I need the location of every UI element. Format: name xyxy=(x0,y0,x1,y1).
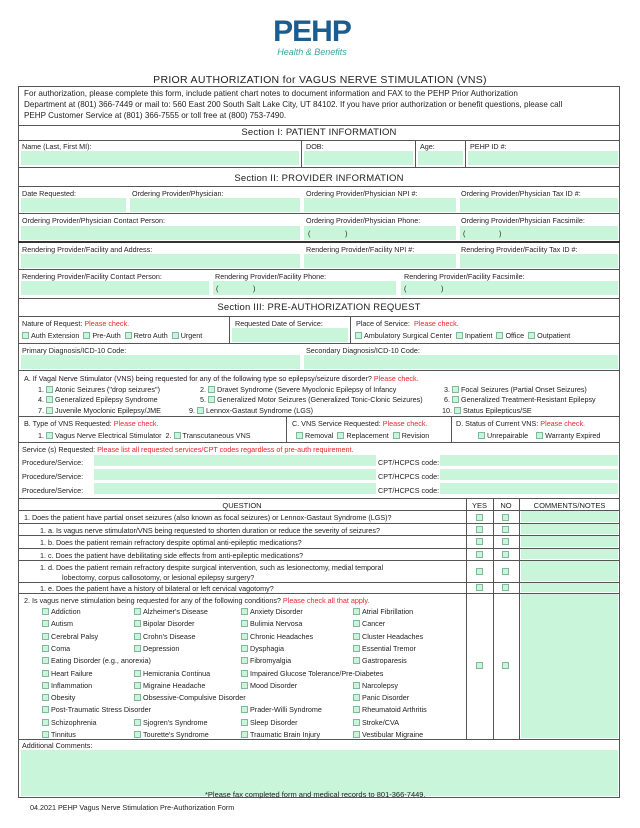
rendering-contact-field[interactable] xyxy=(21,281,209,295)
urgent-checkbox[interactable] xyxy=(172,332,179,339)
condition-checkbox[interactable] xyxy=(353,620,360,627)
condition-item: Stroke/CVA xyxy=(353,718,399,727)
epilepsy-checkbox[interactable] xyxy=(208,386,215,393)
paren: ) xyxy=(499,229,502,238)
paren: ) xyxy=(253,284,256,293)
rendering-address-field[interactable] xyxy=(21,254,300,268)
epilepsy-checkbox[interactable] xyxy=(452,386,459,393)
condition-checkbox[interactable] xyxy=(353,731,360,738)
condition-item: Anxiety Disorder xyxy=(241,607,303,616)
epilepsy-checkbox[interactable] xyxy=(197,407,204,414)
condition-item: Crohn's Disease xyxy=(134,632,196,641)
no-header: NO xyxy=(500,501,512,510)
condition-item: Sjogren's Syndrome xyxy=(134,718,208,727)
cpt-label: CPT/HCPCS code: xyxy=(378,458,440,467)
condition-checkbox[interactable] xyxy=(241,682,248,689)
condition-checkbox[interactable] xyxy=(241,731,248,738)
condition-item: Schizophrenia xyxy=(42,718,97,727)
q1a-comment[interactable] xyxy=(521,524,618,534)
cpt-field-1[interactable] xyxy=(440,455,618,466)
paren: ( xyxy=(404,284,407,293)
section-1-title: Section I: PATIENT INFORMATION xyxy=(241,127,397,138)
requested-date-label: Requested Date of Service: xyxy=(235,319,323,328)
epilepsy-checkbox[interactable] xyxy=(208,396,215,403)
q1-comment[interactable] xyxy=(521,511,618,522)
condition-item: Panic Disorder xyxy=(353,693,409,702)
section-2-title: Section II: PROVIDER INFORMATION xyxy=(234,173,404,184)
procedure-label: Procedure/Service: xyxy=(22,472,84,481)
epilepsy-checkbox[interactable] xyxy=(454,407,461,414)
condition-checkbox[interactable] xyxy=(42,731,49,738)
q1-yes[interactable] xyxy=(476,514,483,521)
paren: ( xyxy=(308,229,311,238)
q2-yes[interactable] xyxy=(476,662,483,669)
ordering-npi-label: Ordering Provider/Physician NPI #: xyxy=(306,189,418,198)
epilepsy-item: 10. Status Epilepticus/SE xyxy=(442,406,532,415)
pehp-id-label: PEHP ID #: xyxy=(470,142,507,151)
condition-item: Eating Disorder (e.g., anorexia) xyxy=(42,656,151,665)
removal-checkbox[interactable] xyxy=(296,432,303,439)
condition-item: Atrial Fibrillation xyxy=(353,607,413,616)
condition-item: Mood Disorder xyxy=(241,681,297,690)
pre-auth-checkbox[interactable] xyxy=(83,332,90,339)
ordering-tax-label: Ordering Provider/Physician Tax ID #: xyxy=(461,189,581,198)
epilepsy-item: 5. Generalized Motor Seizures (Generalized Tonic-Clonic Seizures) xyxy=(200,395,423,404)
condition-checkbox[interactable] xyxy=(241,645,248,652)
procedure-label: Procedure/Service: xyxy=(22,486,84,495)
b-label: B. Type of VNS Requested: Please check. xyxy=(24,419,159,428)
condition-checkbox[interactable] xyxy=(241,657,248,664)
condition-item: Traumatic Brain Injury xyxy=(241,730,320,739)
question-2: 2. Is vagus nerve stimulation being requested for any of the following conditions? Please check all that apply. xyxy=(24,596,370,605)
ordering-fax-label: Ordering Provider/Physician Facsimile: xyxy=(461,216,585,225)
asc-checkbox[interactable] xyxy=(355,332,362,339)
q1d-yes[interactable] xyxy=(476,568,483,575)
question-1d: 1. d. Does the patient remain refractory despite surgical intervention, such as lesionectomy, medial temporal xyxy=(40,563,384,572)
question-1c: 1. c. Does the patient have debilitating side effects from anti-epileptic medications? xyxy=(40,551,304,560)
condition-checkbox[interactable] xyxy=(42,657,49,664)
condition-item: Hemicrania Continua xyxy=(134,669,210,678)
dob-field[interactable] xyxy=(304,151,413,165)
primary-dx-field[interactable] xyxy=(21,355,300,369)
cpt-label: CPT/HCPCS code: xyxy=(378,486,440,495)
condition-checkbox[interactable] xyxy=(353,633,360,640)
condition-item: Depression xyxy=(134,644,179,653)
q1-no[interactable] xyxy=(502,514,509,521)
condition-item: Essential Tremor xyxy=(353,644,416,653)
paren: ( xyxy=(463,229,466,238)
condition-item: Bipolar Disorder xyxy=(134,619,195,628)
retro-auth-checkbox[interactable] xyxy=(125,332,132,339)
paren: ( xyxy=(216,284,219,293)
rendering-contact-label: Rendering Provider/Facility Contact Person: xyxy=(22,272,162,281)
requested-date-field[interactable] xyxy=(232,328,348,342)
condition-item: Narcolepsy xyxy=(353,681,398,690)
epilepsy-checkbox[interactable] xyxy=(46,396,53,403)
condition-item: Rheumatoid Arthritis xyxy=(353,705,427,714)
nature-label: Nature of Request: Please check. xyxy=(22,319,130,328)
condition-item: Autism xyxy=(42,619,73,628)
condition-checkbox[interactable] xyxy=(134,670,141,677)
condition-checkbox[interactable] xyxy=(42,633,49,640)
inpatient-checkbox[interactable] xyxy=(456,332,463,339)
q1b-no[interactable] xyxy=(502,538,509,545)
form-id: 04.2021 PEHP Vagus Nerve Stimulation Pre-Authorization Form xyxy=(30,803,235,812)
ordering-contact-label: Ordering Provider/Physician Contact Person: xyxy=(22,216,166,225)
name-field[interactable] xyxy=(21,151,299,165)
condition-checkbox[interactable] xyxy=(353,719,360,726)
b-options: 1. Vagus Nerve Electrical Stimulator 2. Transcutaneous VNS xyxy=(38,431,251,440)
additional-comments-label: Additional Comments: xyxy=(22,741,93,750)
paren: ) xyxy=(441,284,444,293)
condition-item: Dysphagia xyxy=(241,644,284,653)
date-requested-label: Date Requested: xyxy=(22,189,76,198)
condition-checkbox[interactable] xyxy=(241,670,248,677)
d-label: D. Status of Current VNS: Please check. xyxy=(456,419,586,428)
date-requested-field[interactable] xyxy=(21,198,126,212)
condition-checkbox[interactable] xyxy=(241,633,248,640)
epilepsy-item: 9. Lennox-Gastaut Syndrome (LGS) xyxy=(189,406,314,415)
secondary-dx-field[interactable] xyxy=(304,355,618,369)
epilepsy-item: 7. Juvenile Myoclonic Epilepsy/JME xyxy=(38,406,161,415)
services-label: Service (s) Requested: Please list all requested services/CPT codes regardless of pre-auth requirement. xyxy=(22,445,354,454)
condition-checkbox[interactable] xyxy=(42,670,49,677)
q1a-no[interactable] xyxy=(502,526,509,533)
epilepsy-checkbox[interactable] xyxy=(46,386,53,393)
ordering-provider-field[interactable] xyxy=(130,198,300,212)
auth-extension-checkbox[interactable] xyxy=(22,332,29,339)
q1c-yes[interactable] xyxy=(476,551,483,558)
intro-line-3: PEHP Customer Service at (801) 366-7555 or toll free at (800) 753-7490. xyxy=(24,111,287,120)
dob-label: DOB: xyxy=(306,142,324,151)
condition-checkbox[interactable] xyxy=(134,719,141,726)
question-a: A. If Vagal Nerve Stimulator (VNS) being requested for any of the following type so epilepsy/seizure disorder? Please check. xyxy=(24,374,419,383)
replacement-checkbox[interactable] xyxy=(337,432,344,439)
condition-checkbox[interactable] xyxy=(42,645,49,652)
question-1d-cont: lobectomy, corpus callosotomy, or lesional epilepsy surgery? xyxy=(62,573,255,582)
q1e-comment[interactable] xyxy=(521,583,618,592)
comments-header: COMMENTS/NOTES xyxy=(533,501,606,510)
condition-checkbox[interactable] xyxy=(353,706,360,713)
condition-checkbox[interactable] xyxy=(134,645,141,652)
epilepsy-item: 6. Generalized Treatment-Resistant Epilepsy xyxy=(444,395,596,404)
nature-options: Auth Extension Pre-Auth Retro Auth Urgent xyxy=(22,331,202,340)
intro-line-2: Department at (801) 366-7449 or mail to: 560 East 200 South Salt Lake City, UT 84102. If you have prior authorization or benefit questions, please call xyxy=(24,100,563,109)
form-title: PRIOR AUTHORIZATION for VAGUS NERVE STIMULATION (VNS) xyxy=(153,74,487,86)
question-1b: 1. b. Does the patient remain refractory despite optimal anti-epileptic medications? xyxy=(40,538,302,547)
paren: ) xyxy=(345,229,348,238)
cpt-field-2[interactable] xyxy=(440,469,618,480)
ordering-phone-label: Ordering Provider/Physician Phone: xyxy=(306,216,421,225)
cpt-label: CPT/HCPCS code: xyxy=(378,472,440,481)
condition-checkbox[interactable] xyxy=(134,694,141,701)
ordering-provider-label: Ordering Provider/Physician: xyxy=(132,189,224,198)
q1e-no[interactable] xyxy=(502,584,509,591)
condition-checkbox[interactable] xyxy=(241,706,248,713)
q2-no[interactable] xyxy=(502,662,509,669)
place-label: Place of Service: Please check. xyxy=(356,319,459,328)
rendering-fax-field[interactable] xyxy=(401,281,618,295)
epilepsy-checkbox[interactable] xyxy=(46,407,53,414)
condition-checkbox[interactable] xyxy=(353,645,360,652)
condition-item: Alzheimer's Disease xyxy=(134,607,208,616)
condition-item: Tourette's Syndrome xyxy=(134,730,209,739)
question-1a: 1. a. Is vagus nerve stimulator/VNS being requested to shorten duration or reduce the severity of seizures? xyxy=(40,526,380,535)
condition-checkbox[interactable] xyxy=(134,731,141,738)
condition-item: Inflammation xyxy=(42,681,92,690)
vns-electrical-checkbox[interactable] xyxy=(46,432,53,439)
warranty-checkbox[interactable] xyxy=(536,432,543,439)
condition-item: Vestibular Migraine xyxy=(353,730,423,739)
condition-checkbox[interactable] xyxy=(134,608,141,615)
condition-checkbox[interactable] xyxy=(42,706,49,713)
rendering-phone-field[interactable] xyxy=(213,281,396,295)
condition-checkbox[interactable] xyxy=(353,657,360,664)
condition-item: Cluster Headaches xyxy=(353,632,423,641)
condition-checkbox[interactable] xyxy=(134,620,141,627)
rendering-address-label: Rendering Provider/Facility and Address: xyxy=(22,245,153,254)
condition-checkbox[interactable] xyxy=(42,694,49,701)
condition-item: Cerebral Palsy xyxy=(42,632,98,641)
c-label: C. VNS Service Requested: Please check. xyxy=(292,419,428,428)
section-3-title: Section III: PRE-AUTHORIZATION REQUEST xyxy=(217,302,421,313)
condition-item: Sleep Disorder xyxy=(241,718,298,727)
condition-checkbox[interactable] xyxy=(134,682,141,689)
ordering-phone-field[interactable] xyxy=(304,226,456,240)
condition-item: Post-Traumatic Stress Disorder xyxy=(42,705,151,714)
condition-checkbox[interactable] xyxy=(241,620,248,627)
q1c-comment[interactable] xyxy=(521,549,618,559)
ordering-npi-field[interactable] xyxy=(304,198,456,212)
q1b-yes[interactable] xyxy=(476,538,483,545)
epilepsy-checkbox[interactable] xyxy=(452,396,459,403)
condition-item: Tinnitus xyxy=(42,730,76,739)
q1d-no[interactable] xyxy=(502,568,509,575)
office-checkbox[interactable] xyxy=(496,332,503,339)
q1c-no[interactable] xyxy=(502,551,509,558)
question-1: 1. Does the patient have partial onset seizures (also known as focal seizures) or Lennox-Gastaut Syndrome (LGS)? xyxy=(24,513,392,522)
condition-item: Addiction xyxy=(42,607,81,616)
q1b-comment[interactable] xyxy=(521,536,618,547)
condition-item: Impaired Glucose Tolerance/Pre-Diabetes xyxy=(241,669,383,678)
rendering-tax-label: Rendering Provider/Facility Tax ID #: xyxy=(461,245,578,254)
cpt-field-3[interactable] xyxy=(440,483,618,494)
condition-checkbox[interactable] xyxy=(353,682,360,689)
condition-item: Prader-Willi Syndrome xyxy=(241,705,322,714)
ordering-tax-field[interactable] xyxy=(460,198,618,212)
procedure-field-3[interactable] xyxy=(94,483,376,494)
condition-checkbox[interactable] xyxy=(42,682,49,689)
transcutaneous-checkbox[interactable] xyxy=(174,432,181,439)
q1a-yes[interactable] xyxy=(476,526,483,533)
condition-checkbox[interactable] xyxy=(353,608,360,615)
condition-item: Obesity xyxy=(42,693,75,702)
condition-item: Heart Failure xyxy=(42,669,93,678)
pehp-id-field[interactable] xyxy=(468,151,618,165)
outpatient-checkbox[interactable] xyxy=(528,332,535,339)
rendering-phone-label: Rendering Provider/Facility Phone: xyxy=(215,272,327,281)
secondary-dx-label: Secondary Diagnosis/ICD-10 Code: xyxy=(306,346,420,355)
epilepsy-item: 3. Focal Seizures (Partial Onset Seizures) xyxy=(444,385,587,394)
epilepsy-item: 4. Generalized Epilepsy Syndrome xyxy=(38,395,158,404)
unrepairable-checkbox[interactable] xyxy=(478,432,485,439)
rendering-fax-label: Rendering Provider/Facility Facsimile: xyxy=(404,272,525,281)
fax-note: *Please fax completed form and medical records to 801-366-7449. xyxy=(205,790,426,799)
rendering-npi-field[interactable] xyxy=(304,254,456,268)
logo-tagline: Health & Benefits xyxy=(277,47,347,57)
condition-checkbox[interactable] xyxy=(353,694,360,701)
condition-item: Chronic Headaches xyxy=(241,632,313,641)
epilepsy-item: 1. Atonic Seizures ("drop seizures") xyxy=(38,385,160,394)
place-options: Ambulatory Surgical Center Inpatient Office Outpatient xyxy=(355,331,570,340)
ordering-contact-field[interactable] xyxy=(21,226,300,240)
yes-header: YES xyxy=(471,501,487,510)
condition-item: Gastroparesis xyxy=(353,656,407,665)
age-label: Age: xyxy=(420,142,435,151)
condition-checkbox[interactable] xyxy=(241,608,248,615)
q1d-comment[interactable] xyxy=(521,561,618,581)
question-header: QUESTION xyxy=(222,501,262,510)
rendering-npi-label: Rendering Provider/Facility NPI #: xyxy=(306,245,415,254)
q1e-yes[interactable] xyxy=(476,584,483,591)
condition-checkbox[interactable] xyxy=(134,633,141,640)
condition-item: Coma xyxy=(42,644,70,653)
condition-checkbox[interactable] xyxy=(42,608,49,615)
c-options: Removal Replacement Revision xyxy=(296,431,429,440)
condition-item: Bulimia Nervosa xyxy=(241,619,302,628)
question-1e: 1. e. Does the patient have a history of bilateral or left cervical vagotomy? xyxy=(40,584,274,593)
rendering-tax-field[interactable] xyxy=(460,254,618,268)
ordering-fax-field[interactable] xyxy=(460,226,618,240)
logo-brand: PEHP xyxy=(273,15,351,48)
condition-item: Cancer xyxy=(353,619,385,628)
revision-checkbox[interactable] xyxy=(393,432,400,439)
condition-checkbox[interactable] xyxy=(241,719,248,726)
intro-line-1: For authorization, please complete this form, include patient chart notes to document information and FAX to the PEHP Prior Authorization xyxy=(24,89,518,98)
condition-item: Migraine Headache xyxy=(134,681,205,690)
d-options: Unrepairable Warranty Expired xyxy=(478,431,600,440)
condition-item: Fibromyalgia xyxy=(241,656,291,665)
procedure-field-2[interactable] xyxy=(94,469,376,480)
condition-checkbox[interactable] xyxy=(42,620,49,627)
procedure-field-1[interactable] xyxy=(94,455,376,466)
name-label: Name (Last, First MI): xyxy=(22,142,92,151)
q2-comment[interactable] xyxy=(521,594,618,738)
epilepsy-item: 2. Dravet Syndrome (Severe Myoclonic Epilepsy of Infancy xyxy=(200,385,397,394)
primary-dx-label: Primary Diagnosis/ICD-10 Code: xyxy=(22,346,127,355)
pehp-logo xyxy=(262,17,362,63)
procedure-label: Procedure/Service: xyxy=(22,458,84,467)
age-field[interactable] xyxy=(418,151,463,165)
condition-item: Obsessive-Compulsive Disorder xyxy=(134,693,246,702)
condition-checkbox[interactable] xyxy=(42,719,49,726)
